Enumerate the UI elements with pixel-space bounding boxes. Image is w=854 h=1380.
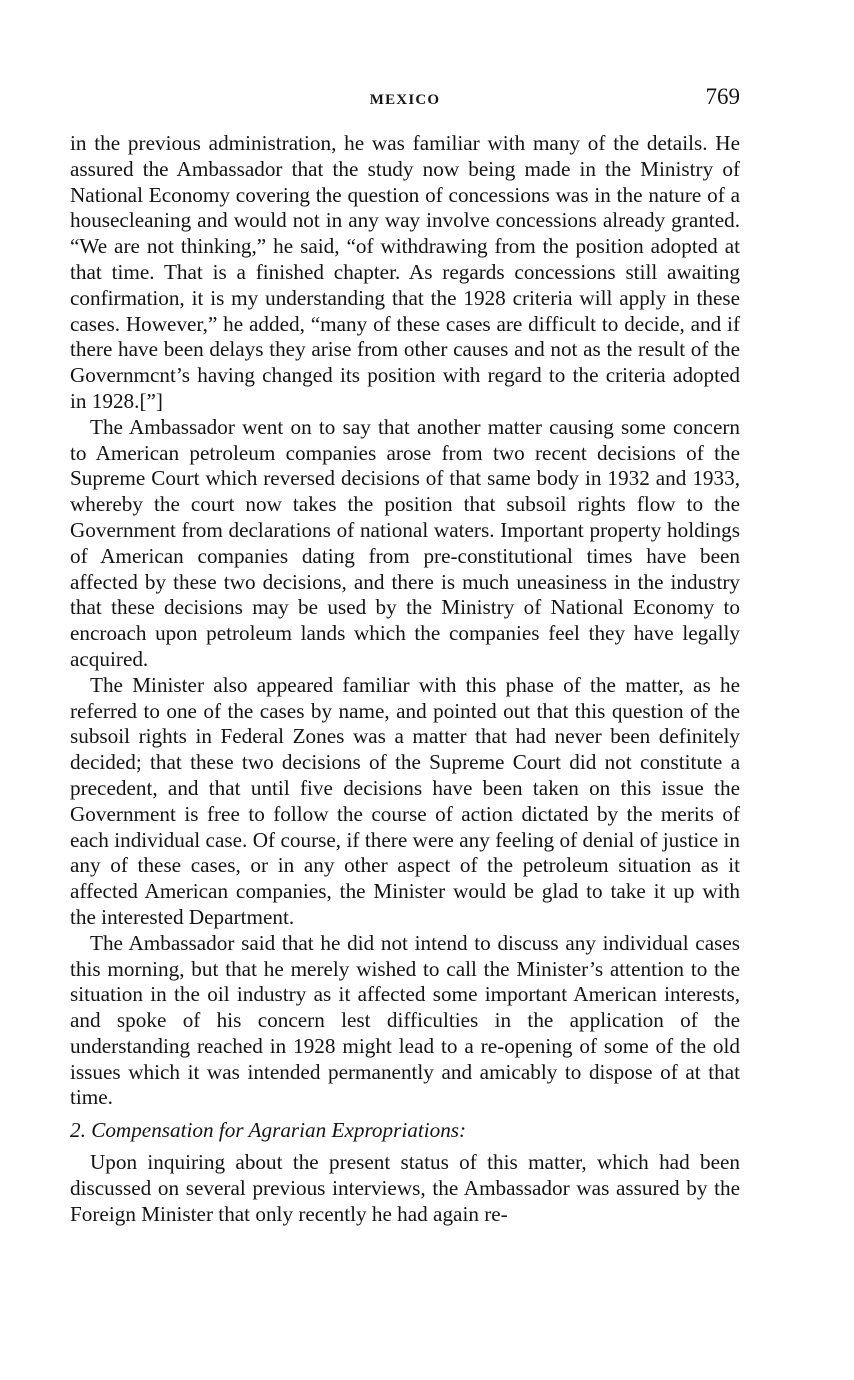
paragraph-continued: in the previous administration, he was familiar with many of the details. He assured the Ambassador that the study now being made in the Ministry of National Economy covering the question of concessions was in the nature of a housecleaning and would not in any way involve concessions already granted. “We are not thinking,” he said, “of withdrawing from the position adopted at that time. That is a finished chapter. As regards concessions still awaiting confirmation, it is my understanding that the 1928 criteria will apply in these cases. However,” he added, “many of these cases are difficult to decide, and if there have been delays they arise from other causes and not as the result of the Governmcnt’s having changed its position with regard to the criteria adopted in 1928.[”]: [70, 131, 740, 413]
page-header: [70, 84, 740, 118]
section-heading: 2. Compensation for Agrarian Expropriations:: [70, 1118, 467, 1143]
paragraph-minister-reply: The Minister also appeared familiar with this phase of the matter, as he referred to one of the cases by name, and pointed out that this question of the subsoil rights in Federal Zones was a matter that had never been definitely decided; that these two decisions of the Supreme Court did not constitute a precedent, and that until five decisions have been taken on this issue the Government is free to follow the course of action dictated by the merits of each individual case. Of course, if there were any feeling of denial of justice in any of these cases, or in any other aspect of the petroleum situation as it affected American companies, the Minister would be glad to take it up with the interested Department.: [70, 672, 740, 929]
paragraph-ambassador-concern: The Ambassador said that he did not intend to discuss any individual cases this morning, but that he merely wished to call the Minister’s attention to the situation in the oil industry as it affected some important American interests, and spoke of his concern lest difficulties in the application of the understanding reached in 1928 might lead to a re-opening of some of the old issues which it was intended permanently and amicably to dispose of at that time.: [70, 930, 740, 1110]
running-head: MEXICO: [369, 92, 441, 108]
paragraph-supreme-court: The Ambassador went on to say that another matter causing some concern to American petroleum companies arose from two recent decisions of the Supreme Court which reversed decisions of that same body in 1932 and 1933, whereby the court now takes the position that subsoil rights flow to the Government from declarations of national waters. Important property holdings of American companies dating from pre-constitutional times have been affected by these two decisions, and there is much uneasiness in the industry that these decisions may be used by the Ministry of National Economy to encroach upon petroleum lands which the companies feel they have legally acquired.: [70, 414, 740, 671]
paragraph-agrarian: Upon inquiring about the present status of this matter, which had been discussed on several previous interviews, the Ambassador was assured by the Foreign Minister that only recently he had again re-: [70, 1150, 740, 1226]
page-body: [70, 131, 740, 1227]
page-number: 769: [705, 84, 740, 109]
